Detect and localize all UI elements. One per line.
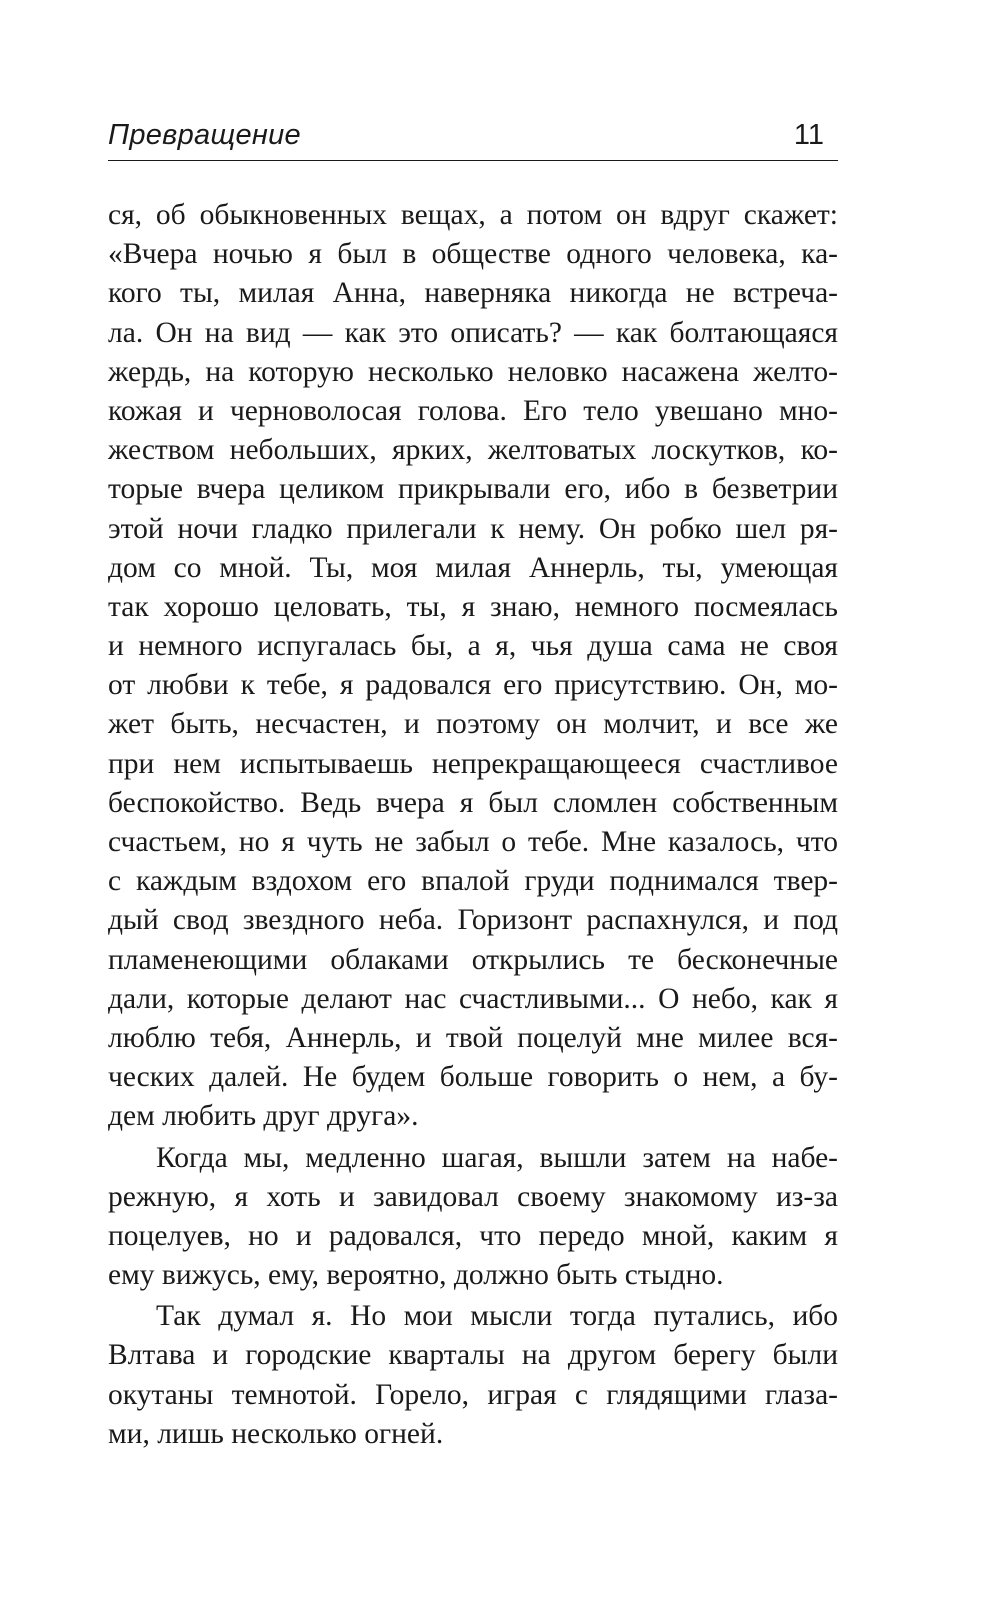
page-number: 11	[793, 119, 824, 151]
text-line: Когда мы, медленно шагая, вышли затем на набе-	[156, 1141, 838, 1174]
text-line: дый свод звездного неба. Горизонт распахнулся, и под	[108, 904, 838, 937]
text-line: счастьем, но я чуть не забыл о тебе. Мне казалось, что	[108, 826, 838, 858]
paragraph-1	[108, 196, 838, 1137]
text-line: ся, об обыкновенных вещах, а потом он вдруг скажет:	[108, 199, 838, 231]
text-line: беспокойство. Ведь вчера я был сломлен собственным	[108, 786, 838, 819]
text-line: кожая и черноволосая голова. Его тело увешано мно-	[108, 394, 838, 427]
text-line: Так думал я. Но мои мысли тогда путались, ибо	[156, 1300, 838, 1333]
text-line: Влтава и городские кварталы на другом берегу были	[108, 1339, 838, 1372]
text-line: с каждым вздохом его впалой груди поднимался твер-	[108, 865, 838, 898]
text-line: окутаны темнотой. Горело, играя с глядящими глаза-	[108, 1378, 838, 1411]
text-line: дем любить друг друга».	[108, 1100, 419, 1133]
text-line: ческих далей. Не будем больше говорить о нем, а бу-	[108, 1061, 838, 1094]
text-line: жет быть, несчастен, и поэтому он молчит, и все же	[108, 708, 838, 741]
text-line: и немного испугалась бы, а я, чья душа сама не своя	[108, 630, 838, 663]
text-line: люблю тебя, Аннерль, и твой поцелуй мне милее вся-	[108, 1021, 838, 1054]
text-line: дали, которые делают нас счастливыми... О небо, как я	[108, 982, 838, 1015]
body-text	[108, 196, 838, 1454]
text-line: при нем испытываешь непрекращающееся счастливое	[108, 747, 838, 780]
text-line: от любви к тебе, я радовался его присутствию. Он, мо-	[108, 669, 838, 702]
text-line: так хорошо целовать, ты, я знаю, немного посмеялась	[108, 590, 838, 623]
text-line: ла. Он на вид — как это описать? — как болтающаяся	[108, 316, 838, 349]
text-line: пламенеющими облаками открылись те бесконечные	[108, 943, 838, 976]
text-line: «Вчера ночью я был в обществе одного человека, ка-	[108, 238, 838, 271]
text-line: ему вижусь, ему, вероятно, должно быть стыдно.	[108, 1259, 724, 1292]
text-line: кого ты, милая Анна, наверняка никогда не встреча-	[108, 277, 838, 310]
text-line: жердь, на которую несколько неловко насажена желто-	[108, 355, 838, 388]
running-header	[108, 116, 838, 161]
text-line: жеством небольших, ярких, желтоватых лоскутков, ко-	[108, 434, 838, 467]
running-title: Превращение	[108, 119, 301, 151]
text-line: ми, лишь несколько огней.	[108, 1417, 444, 1450]
text-line: режную, я хоть и завидовал своему знакомому из-за	[108, 1180, 838, 1213]
text-line: этой ночи гладко прилегали к нему. Он робко шел ря-	[108, 512, 838, 545]
text-line: дом со мной. Ты, моя милая Аннерль, ты, умеющая	[108, 551, 838, 584]
paragraph-2	[108, 1139, 838, 1296]
paragraph-3	[108, 1297, 838, 1454]
text-line: поцелуев, но и радовался, что передо мной, каким я	[108, 1219, 838, 1252]
text-line: торые вчера целиком прикрывали его, ибо в безветрии	[108, 473, 838, 506]
